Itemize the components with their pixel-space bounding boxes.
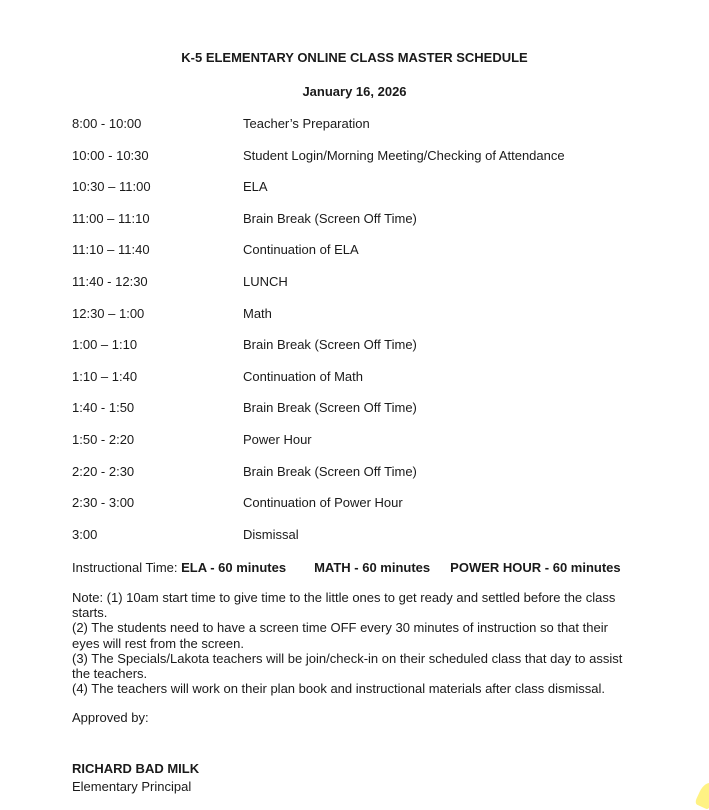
schedule-row bbox=[72, 527, 672, 559]
schedule-time: 1:40 - 1:50 bbox=[72, 400, 135, 416]
instructional-time-math: MATH - 60 minutes bbox=[314, 560, 431, 575]
schedule-activity: Teacher’s Preparation bbox=[243, 116, 370, 131]
schedule-row bbox=[72, 495, 672, 527]
schedule-row bbox=[72, 306, 672, 338]
instructional-time-label: Instructional Time: bbox=[72, 560, 182, 575]
schedule-activity: Brain Break (Screen Off Time) bbox=[243, 337, 417, 353]
schedule-time: 11:00 – 11:10 bbox=[72, 210, 150, 226]
notes-section bbox=[72, 590, 632, 696]
schedule-row bbox=[72, 148, 672, 180]
schedule-activity: ELA bbox=[243, 179, 268, 195]
schedule-activity: Brain Break (Screen Off Time) bbox=[243, 210, 417, 226]
schedule-activity: Continuation of ELA bbox=[243, 242, 359, 258]
schedule-activity: Power Hour bbox=[243, 431, 312, 447]
schedule-table bbox=[72, 116, 672, 558]
document-title: K-5 ELEMENTARY ONLINE CLASS MASTER SCHEDULE bbox=[181, 50, 528, 65]
schedule-time: 10:30 – 11:00 bbox=[72, 179, 151, 195]
schedule-time: 10:00 - 10:30 bbox=[72, 147, 149, 163]
instructional-time-power-hour: POWER HOUR - 60 minutes bbox=[450, 560, 621, 575]
instructional-time-ela: ELA - 60 minutes bbox=[181, 560, 287, 575]
note-item: (4) The teachers will work on their plan book and instructional materials after class dismissal. bbox=[72, 681, 605, 697]
schedule-row bbox=[72, 211, 672, 243]
schedule-time: 12:30 – 1:00 bbox=[72, 305, 145, 321]
schedule-row bbox=[72, 464, 672, 496]
schedule-activity: Student Login/Morning Meeting/Checking of Attendance bbox=[243, 147, 565, 163]
schedule-time: 2:20 - 2:30 bbox=[72, 463, 135, 479]
schedule-row bbox=[72, 337, 672, 369]
schedule-time: 11:10 – 11:40 bbox=[72, 242, 150, 258]
schedule-row bbox=[72, 369, 672, 401]
schedule-row bbox=[72, 179, 672, 211]
schedule-time: 8:00 - 10:00 bbox=[72, 116, 142, 131]
schedule-activity: Math bbox=[243, 305, 272, 321]
schedule-row bbox=[72, 116, 672, 148]
note-item: Note: (1) 10am start time to give time to the little ones to get ready and settled before the class starts. bbox=[72, 590, 616, 621]
instructional-time bbox=[72, 560, 692, 575]
note-item: (2) The students need to have a screen time OFF every 30 minutes of instruction so that their eyes will rest from the screen. bbox=[72, 620, 608, 651]
schedule-activity: Dismissal bbox=[243, 526, 299, 542]
schedule-row bbox=[72, 432, 672, 464]
schedule-row bbox=[72, 242, 672, 274]
schedule-time: 1:00 – 1:10 bbox=[72, 337, 138, 353]
schedule-activity: Brain Break (Screen Off Time) bbox=[243, 400, 417, 416]
signer-title: Elementary Principal bbox=[72, 779, 192, 794]
highlighter-mark-icon bbox=[694, 780, 709, 810]
signer-name: RICHARD BAD MILK bbox=[72, 761, 200, 776]
schedule-row bbox=[72, 274, 672, 306]
approved-by-label: Approved by: bbox=[72, 710, 149, 725]
schedule-time: 1:50 - 2:20 bbox=[72, 431, 135, 447]
schedule-time: 3:00 bbox=[72, 526, 98, 542]
schedule-activity: Continuation of Math bbox=[243, 368, 363, 384]
schedule-row bbox=[72, 400, 672, 432]
schedule-activity: Continuation of Power Hour bbox=[243, 495, 403, 511]
schedule-time: 1:10 – 1:40 bbox=[72, 368, 138, 384]
schedule-activity: LUNCH bbox=[243, 273, 288, 289]
document-date: January 16, 2026 bbox=[302, 84, 407, 99]
schedule-time: 11:40 - 12:30 bbox=[72, 273, 148, 289]
schedule-time: 2:30 - 3:00 bbox=[72, 495, 135, 511]
schedule-activity: Brain Break (Screen Off Time) bbox=[243, 463, 417, 479]
note-item: (3) The Specials/Lakota teachers will be join/check-in on their scheduled class that day to assist the teachers. bbox=[72, 650, 623, 682]
